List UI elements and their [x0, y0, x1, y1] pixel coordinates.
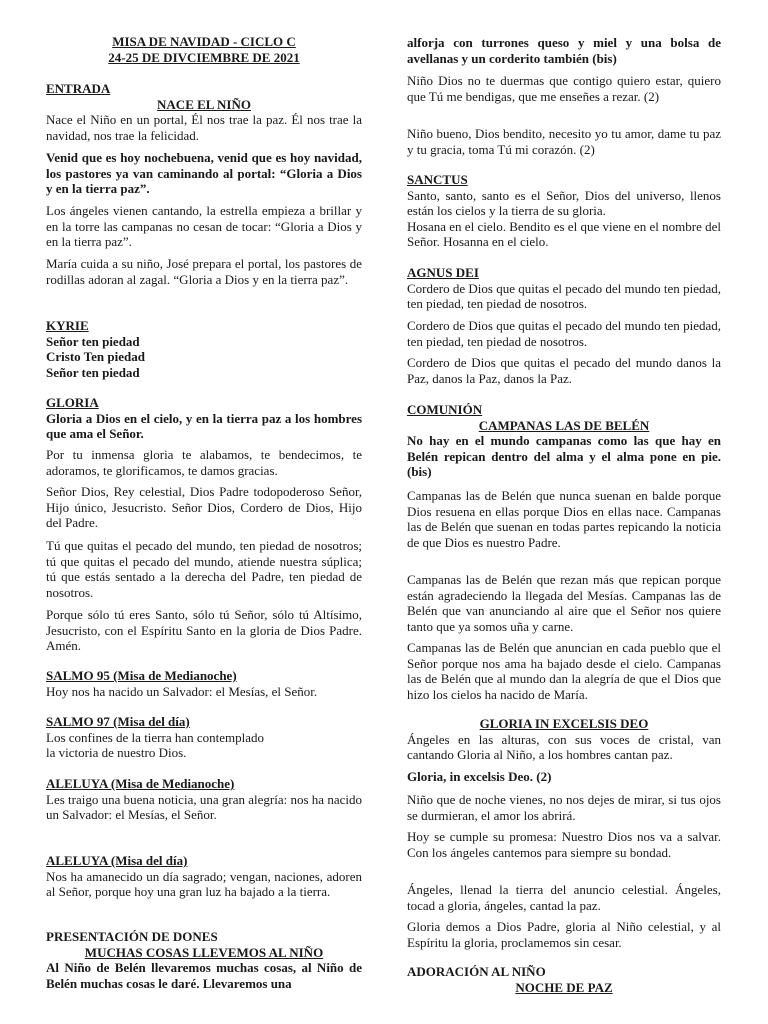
paragraph [407, 126, 721, 157]
paragraph [46, 203, 362, 250]
verse: Campanas las de Belén que anuncian en cada pueblo que el Señor porque nos ama ha bajado desde el cielo. Campanas las de Belén que al mundo dan la alegría de que el Dios que hizo los cielos ha nacido de María. [407, 640, 721, 702]
song-title-muchas-cosas: MUCHAS COSAS LLEVEMOS AL NIÑO [84, 944, 324, 960]
section-salmo-95 [46, 668, 362, 699]
verse: Hoy se cumple su promesa: Nuestro Dios nos va a salvar. Con los ángeles cantemos para siempre su bondad. [407, 829, 721, 860]
heading-adoracion: ADORACIÓN AL NIÑO [407, 964, 546, 979]
paragraph: Nace el Niño en un portal, Él nos trae la paz. Él nos trae la navidad, nos trae la felicidad. [46, 112, 362, 143]
paragraph-bold [46, 150, 362, 197]
sanctus-text: Santo, santo, santo es el Señor, Dios del universo, llenos están los cielos y la tierra de su gloria. [407, 187, 721, 218]
gloria-text: Señor Dios, Rey celestial, Dios Padre todopoderoso Señor, Hijo único, Jesucristo. Señor Dios, Cordero de Dios, Hijo del Padre. [46, 484, 362, 530]
verse: Ángeles, llenad la tierra del anuncio celestial. Ángeles, tocad a gloria, ángeles, cantad la paz. [407, 882, 721, 913]
song-title-nace-el-nino: NACE EL NIÑO [157, 96, 251, 112]
song-text: alforja con turrones queso y miel y una bolsa de avellanas y un corderito también (bis) [407, 35, 721, 66]
kyrie-line: Señor ten piedad [46, 333, 140, 349]
section-presentacion [46, 929, 362, 991]
salmo-text: Hoy nos ha nacido un Salvador: el Mesías, el Señor. [46, 683, 318, 699]
section-aleluya-dia [46, 853, 362, 900]
heading-aleluya-dia: ALELUYA (Misa del día) [46, 853, 188, 868]
song-text: Al Niño de Belén llevaremos muchas cosas, al Niño de Belén muchas cosas le daré. Llevaremos una [46, 960, 362, 991]
section-sanctus [407, 172, 721, 250]
paragraph-bold [407, 769, 721, 785]
verse: Campanas las de Belén que rezan más que repican porque están agradeciendo la llegada del Mesías. Campanas las de Belén que van anunciando al aire que el Señor nos quiere tanto que ya somos uña y carne. [407, 572, 721, 634]
paragraph [46, 256, 362, 287]
verse: Niño bueno, Dios bendito, necesito yo tu amor, dame tu paz y tu gracia, toma Tú mi corazón. (2) [407, 126, 721, 157]
paragraph [407, 355, 721, 386]
paragraph [407, 640, 721, 702]
aleluya-text: Les traigo una buena noticia, una gran alegría: nos ha nacido un Salvador: el Mesías, el Señor. [46, 791, 362, 822]
paragraph-bold [407, 35, 721, 66]
section-aleluya-medianoche [46, 776, 362, 823]
verse: Niño Dios no te duermas que contigo quiero estar, quiero que Tú me bendigas, que me enseñes a rezar. (2) [407, 73, 721, 104]
chorus: Gloria, in excelsis Deo. (2) [407, 769, 552, 784]
salmo-text: la victoria de nuestro Dios. [46, 745, 187, 760]
heading-gloria: GLORIA [46, 395, 99, 410]
song-chorus: No hay en el mundo campanas como las que hay en Belén repican dentro del alma y el alma pone en pie. (bis) [407, 433, 721, 479]
verse: Los ángeles vienen cantando, la estrella empieza a brillar y en la torre las campanas no cesan de tocar: “Gloria a Dios y en la tierra paz”. [46, 203, 362, 249]
gloria-refrain: Gloria a Dios en el cielo, y en la tierra paz a los hombres que ama el Señor. [46, 410, 362, 441]
paragraph [407, 572, 721, 634]
paragraph [407, 829, 721, 860]
kyrie-line: Cristo Ten piedad [46, 349, 145, 364]
section-entrada [46, 81, 362, 143]
song-title-noche-de-paz: NOCHE DE PAZ [515, 979, 613, 995]
gloria-text: Por tu inmensa gloria te alabamos, te bendecimos, te adoramos, te glorificamos, te damos gracias. [46, 447, 362, 478]
aleluya-text: Nos ha amanecido un día sagrado; vengan, naciones, adoren al Señor, porque hoy una gran luz ha bajado a la tierra. [46, 868, 362, 899]
document-title [46, 34, 362, 65]
paragraph [46, 447, 362, 478]
gloria-text: Porque sólo tú eres Santo, sólo tú Señor, sólo tú Altísimo, Jesucristo, con el Espíritu Santo en la gloria de Dios Padre. Amén. [46, 607, 362, 653]
paragraph [46, 484, 362, 531]
section-gloria-in-excelsis [407, 716, 721, 763]
salmo-text: Los confines de la tierra han contemplado [46, 729, 265, 745]
verse: Gloria demos a Dios Padre, gloria al Niño celestial, y al Espíritu la gloria, proclamemos sin cesar. [407, 919, 721, 950]
kyrie-line: Señor ten piedad [46, 364, 140, 380]
paragraph [407, 73, 721, 104]
section-salmo-97 [46, 714, 362, 761]
verse: Ángeles en las alturas, con sus voces de cristal, van cantando Gloria al Niño, a los hombres cantan paz. [407, 731, 721, 762]
song-title-campanas: CAMPANAS LAS DE BELÉN [478, 417, 650, 433]
paragraph [407, 318, 721, 349]
section-gloria [46, 395, 362, 442]
verse: María cuida a su niño, José prepara el portal, los pastores de rodillas adoran al zagal. “Gloria a Dios y en la tierra paz”. [46, 256, 362, 287]
section-adoracion [407, 964, 721, 995]
sanctus-text: Hosana en el cielo. Bendito es el que viene en el nombre del Señor. Hosanna en el cielo. [407, 218, 721, 249]
agnus-text: Cordero de Dios que quitas el pecado del mundo ten piedad, ten piedad, ten piedad de nosotros. [407, 280, 721, 311]
verse: Campanas las de Belén que nunca suenan en balde porque Dios resuena en ellas porque Dios en ellas nace. Campanas las de Belén que suenan en todas partes repicando la noticia de que Dios es nuestro Padre. [407, 488, 721, 550]
agnus-text: Cordero de Dios que quitas el pecado del mundo danos la Paz, danos la Paz, danos la Paz. [407, 355, 721, 386]
heading-kyrie: KYRIE [46, 318, 89, 333]
agnus-text: Cordero de Dios que quitas el pecado del mundo ten piedad, ten piedad, ten piedad de nosotros. [407, 318, 721, 349]
section-agnus-dei [407, 265, 721, 312]
heading-salmo-95: SALMO 95 (Misa de Medianoche) [46, 668, 237, 683]
title-line-1: MISA DE NAVIDAD - CICLO C [112, 34, 296, 49]
paragraph [407, 882, 721, 913]
paragraph [46, 538, 362, 600]
heading-salmo-97: SALMO 97 (Misa del día) [46, 714, 190, 729]
heading-entrada: ENTRADA [46, 81, 111, 96]
song-title-gloria-in-excelsis: GLORIA IN EXCELSIS DEO [479, 716, 649, 731]
heading-comunion: COMUNIÓN [407, 402, 483, 417]
paragraph [46, 607, 362, 654]
paragraph [407, 919, 721, 950]
heading-presentacion: PRESENTACIÓN DE DONES [46, 929, 218, 944]
paragraph [407, 792, 721, 823]
verse: Niño que de noche vienes, no nos dejes de mirar, si tus ojos se durmieran, el amor los abrirá. [407, 792, 721, 823]
chorus: Venid que es hoy nochebuena, venid que es hoy navidad, los pastores ya van caminando al portal: “Gloria a Dios y en la tierra paz”. [46, 150, 362, 196]
heading-sanctus: SANCTUS [407, 172, 468, 187]
section-comunion [407, 402, 721, 480]
section-kyrie [46, 318, 362, 380]
title-line-2: 24-25 DE DIVCIEMBRE DE 2021 [108, 49, 300, 65]
heading-agnus-dei: AGNUS DEI [407, 265, 479, 280]
heading-aleluya-medianoche: ALELUYA (Misa de Medianoche) [46, 776, 235, 791]
gloria-text: Tú que quitas el pecado del mundo, ten piedad de nosotros; tú que quitas el pecado del mundo, atiende nuestra súplica; tú que estás sentado a la derecha del Padre, ten piedad de nosotros. [46, 538, 362, 600]
paragraph [407, 488, 721, 550]
